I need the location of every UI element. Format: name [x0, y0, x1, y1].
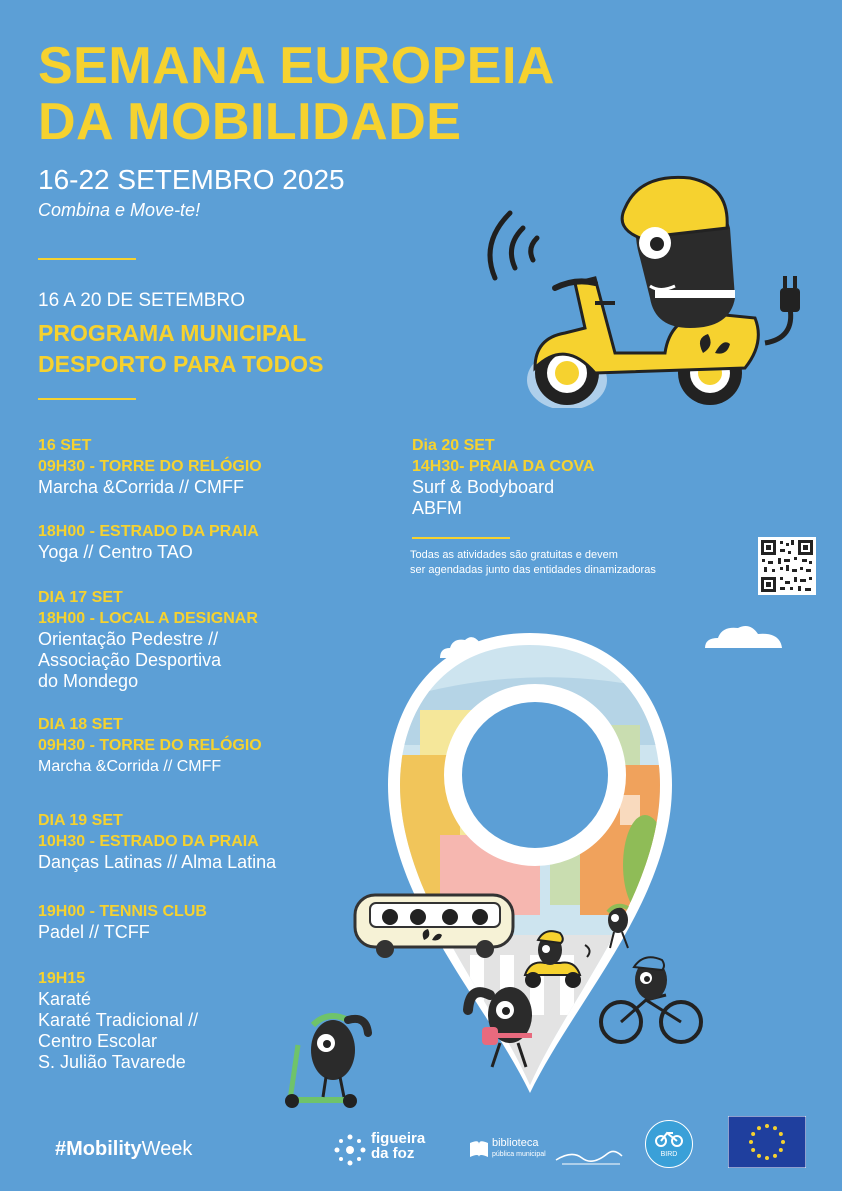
- plug-icon: [780, 288, 800, 312]
- event-day: Dia 20 SET: [412, 437, 495, 454]
- pedestrian-illustration: [598, 902, 640, 950]
- poster-title: SEMANA EUROPEIA DA MOBILIDADE: [38, 37, 555, 151]
- event-19-latin: [38, 810, 276, 873]
- sun-spiral-icon: [333, 1133, 367, 1167]
- eu-star-icon: [751, 1148, 755, 1152]
- registration-note: Todas as atividades são gratuitas e devem ser agendadas junto das entidades dinamizadoras: [410, 549, 656, 576]
- logo-biblioteca-sub: pública municipal: [492, 1151, 546, 1158]
- biblioteca-logo[interactable]: [468, 1136, 548, 1166]
- scooter-rider-illustration: [465, 168, 825, 408]
- walker-illustration: [460, 975, 550, 1070]
- event-time: 18H00 - LOCAL A DESIGNAR: [38, 610, 258, 627]
- eu-flag-icon: [728, 1116, 806, 1168]
- event-time: 19H15: [38, 970, 86, 987]
- event-time: 09H30 - TORRE DO RELÓGIO: [38, 458, 262, 475]
- eu-star-icon: [751, 1132, 755, 1136]
- event-desc: Karaté Karaté Tradicional // Centro Escolar S. Julião Tavarede: [38, 989, 199, 1072]
- eu-star-icon: [765, 1156, 769, 1160]
- eu-star-icon: [765, 1124, 769, 1128]
- slogan: Combina e Move-te!: [38, 200, 201, 220]
- museum-signature-logo[interactable]: [552, 1140, 627, 1170]
- kick-scooter-illustration: [278, 1005, 378, 1110]
- qr-code-icon[interactable]: [758, 537, 816, 595]
- event-desc: Yoga // Centro TAO: [38, 542, 193, 562]
- event-desc: Surf & Bodyboard ABFM: [412, 477, 555, 518]
- eu-star-icon: [773, 1154, 777, 1158]
- cyclist-illustration: [596, 950, 706, 1045]
- event-desc: Marcha &Corrida // CMFF: [38, 758, 222, 775]
- event-16-evening: [38, 521, 259, 563]
- event-19-padel: [38, 901, 207, 943]
- event-time: 10H30 - ESTRADO DA PRAIA: [38, 833, 259, 850]
- logo-da-foz-text: da foz: [371, 1145, 415, 1162]
- event-time: 18H00 - ESTRADO DA PRAIA: [38, 523, 259, 540]
- eu-star-icon: [749, 1140, 753, 1144]
- event-time: 09H30 - TORRE DO RELÓGIO: [38, 737, 262, 754]
- logo-biblioteca-text: biblioteca: [492, 1137, 539, 1149]
- bus-illustration: [350, 885, 520, 960]
- hashtag-prefix: #Mobility: [55, 1138, 142, 1160]
- event-time: 19H00 - TENNIS CLUB: [38, 903, 207, 920]
- bicycle-icon: [655, 1129, 683, 1147]
- program-period: 16 A 20 DE SETEMBRO: [38, 290, 245, 311]
- event-17: [38, 587, 258, 692]
- bird-logo[interactable]: [645, 1120, 693, 1168]
- divider-right: [412, 537, 510, 539]
- event-desc: Marcha &Corrida // CMFF: [38, 477, 245, 497]
- eu-star-icon: [757, 1126, 761, 1130]
- event-dates: 16-22 SETEMBRO 2025: [38, 164, 345, 195]
- eu-star-icon: [773, 1126, 777, 1130]
- eu-star-icon: [779, 1132, 783, 1136]
- program-title: PROGRAMA MUNICIPAL DESPORTO PARA TODOS: [38, 320, 324, 377]
- divider-bottom: [38, 398, 136, 400]
- cloud-icon: [700, 622, 785, 652]
- eu-star-icon: [779, 1148, 783, 1152]
- eu-star-icon: [757, 1154, 761, 1158]
- event-16-morning: [38, 435, 262, 498]
- logo-figueira-text: figueira: [371, 1130, 426, 1147]
- event-20: [412, 435, 595, 519]
- event-time: 14H30- PRAIA DA COVA: [412, 458, 595, 475]
- event-desc: Danças Latinas // Alma Latina: [38, 852, 277, 872]
- event-day: 16 SET: [38, 437, 92, 454]
- bird-logo-text: BIRD: [660, 1151, 678, 1158]
- event-day: DIA 18 SET: [38, 716, 123, 733]
- divider-top: [38, 258, 136, 260]
- event-desc: Padel // TCFF: [38, 922, 150, 942]
- signal-waves-icon: [490, 213, 537, 278]
- event-19-karate: [38, 968, 198, 1073]
- event-desc: Orientação Pedestre // Associação Desportiva do Mondego: [38, 629, 222, 691]
- event-day: DIA 19 SET: [38, 812, 123, 829]
- event-18: [38, 714, 262, 777]
- hashtag: [55, 1138, 192, 1161]
- book-icon: [468, 1138, 490, 1160]
- eu-star-icon: [781, 1140, 785, 1144]
- event-day: DIA 17 SET: [38, 589, 123, 606]
- figueira-da-foz-logo[interactable]: [333, 1131, 443, 1171]
- hashtag-suffix: Week: [141, 1138, 193, 1160]
